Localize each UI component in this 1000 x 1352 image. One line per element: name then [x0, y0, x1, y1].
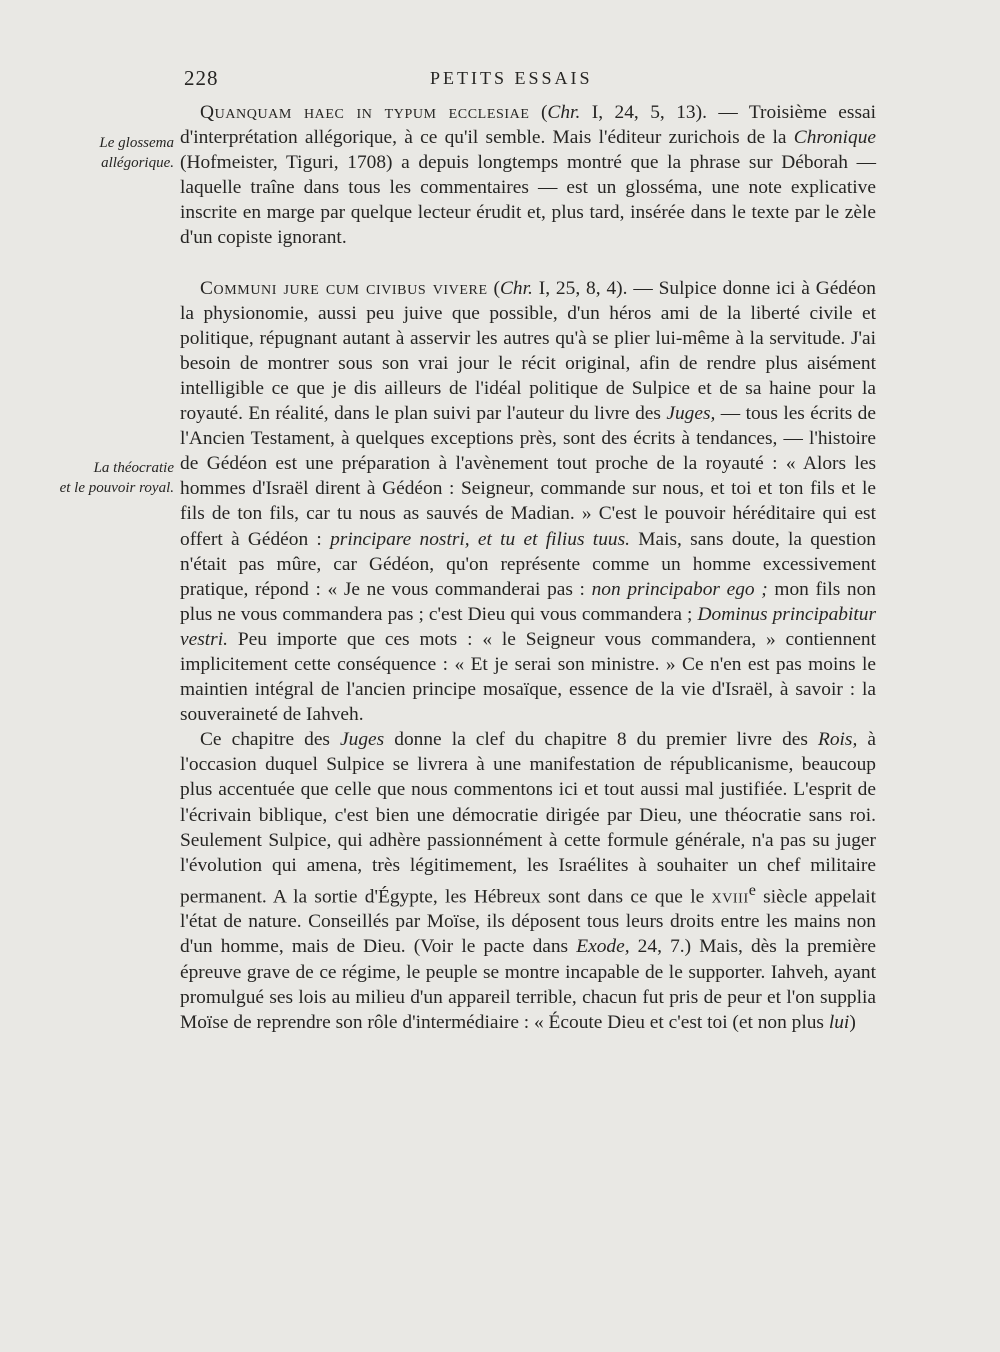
lemma-heading: Communi jure cum civibus vivere — [200, 277, 488, 299]
italic-run: Rois, — [818, 729, 858, 751]
century-numeral: xviii — [711, 886, 749, 908]
text-run: I, 25, 8, 4). — Sulpice donne ici à Gédéon la physionomie, aussi peu juive que possible, d'un héros ami de la liberté civile et politique, répugnant autant à asservir les autres qu'à se plier lui-même à la servitude. J'ai besoin de montrer sous son vrai jour le récit original, afin de rendre plus aisément intelligible ce que je dis ailleurs de l'idéal politique de Sulpice et de sa haine pour la royauté. En réalité, dans le plan suivi par l'auteur du livre des — [180, 277, 876, 425]
margin-note-theocratie — [14, 458, 174, 498]
main-text — [180, 100, 876, 1035]
italic-run: Chr. — [547, 102, 581, 123]
margin-note-line: allégorique. — [101, 155, 174, 171]
italic-run: Juges, — [666, 403, 716, 425]
superscript: e — [748, 881, 756, 899]
paragraph-gap — [180, 251, 876, 276]
italic-run: Exode, — [576, 936, 630, 958]
italic-run: Juges — [340, 729, 385, 751]
page-number: 228 — [184, 66, 219, 90]
text-run: I, 24, 5, 13). — Troisième essai d'interprétation allégorique, à ce qu'il semble. Mais l'éditeur zurichois de la — [180, 102, 876, 149]
italic-run: non principabor ego ; — [591, 578, 768, 600]
text-run: Peu importe que ces mots : « le Seigneur vous commandera, » contiennent implicitement cette conséquence : « Et je serai son ministre. » Ce n'en est pas moins le maintien intégral de l'ancien principe mosaïque, essence de la vie d'Israël, à savoir : la souveraineté de Iahveh. — [180, 628, 876, 726]
paragraph-2 — [180, 276, 876, 728]
text-run: Ce chapitre des — [200, 729, 341, 751]
margin-note-glossema — [14, 133, 174, 173]
italic-run: Dominus principabitur vestri. — [180, 603, 876, 650]
running-head: PETITS ESSAIS — [430, 68, 593, 88]
text-run: ) — [849, 1011, 856, 1033]
italic-run: Chronique — [793, 127, 876, 149]
italic-run: Chr. — [499, 277, 533, 299]
text-run: (Hofmeister, Tiguri, 1708) a depuis longtemps montré que la phrase sur Déborah — laquelle traîne dans tous les commentaires — est un glosséma, une note explicative inscrite en marge par quelque lecteur érudit et, plus tard, insérée dans le texte par le zèle d'un copiste ignorant. — [180, 152, 876, 249]
lemma-heading: Quanquam haec in typum ecclesiae — [200, 102, 530, 123]
margin-note-line: Le glossema — [99, 135, 174, 151]
italic-run: lui — [828, 1011, 850, 1033]
text-run: — tous les écrits de l'Ancien Testament, à quelques exceptions près, sont des écrits à tendances, — l'histoire de Gédéon est une préparation à l'avènement tout proche de la royauté : « Alors les hommes d'Israël dirent à Gédéon : Seigneur, commande sur nous, et toi et ton fils et le fils de ton fils, car tu nous as sauvés de Madian. » C'est le pouvoir héréditaire qui est offert à Gédéon : — [180, 403, 876, 550]
italic-run: principare nostri, et tu et filius tuus. — [330, 528, 630, 550]
margin-note-line: et le pouvoir royal. — [59, 480, 174, 496]
paragraph-3 — [180, 727, 876, 1035]
text-run: 24, 7.) Mais, dès la première épreuve grave de ce régime, le peuple se montre incapable de le supporter. Iahveh, ayant promulgué ses lois au milieu d'un appareil terrible, chacun fut pris de peur et l'on supplia Moïse de reprendre son rôle d'intermédiaire : « Écoute Dieu et c'est toi (et non plus — [180, 936, 876, 1033]
margin-note-line: La théocratie — [93, 460, 174, 476]
text-run: ( — [529, 102, 548, 123]
text-run: Mais, sans doute, la question n'était pas mûre, car Gédéon, qu'on représente comme un homme excessivement pratique, répond : « Je ne vous commanderai pas : — [180, 528, 876, 600]
text-run: donne la clef du chapitre 8 du premier livre des — [384, 729, 818, 751]
text-run: à l'occasion duquel Sulpice se livrera à une manifestation de républicanisme, beaucoup plus accentuée que celle que nous commentons ici et tout aussi mal justifiée. L'esprit de l'écrivain biblique, c'est bien une démocratie dirigée par Dieu, une théocratie sans roi. Seulement Sulpice, qui adhère passionnément à cette formule générale, n'a pas su juger l'évolution qui amena, très légitimement, les Israélites à souhaiter un chef militaire permanent. A la sortie d'Égypte, les Hébreux sont dans ce que le — [180, 729, 877, 908]
text-run: ( — [487, 277, 500, 299]
page-header — [0, 66, 1000, 96]
text-run: siècle appelait l'état de nature. Conseillés par Moïse, ils déposent tous leurs droits entre les mains non d'un homme, mais de Dieu. (Voir le pacte dans — [180, 886, 876, 958]
paragraph-1 — [180, 100, 876, 251]
text-run: mon fils non plus ne vous commandera pas ; c'est Dieu qui vous commandera ; — [180, 578, 876, 625]
